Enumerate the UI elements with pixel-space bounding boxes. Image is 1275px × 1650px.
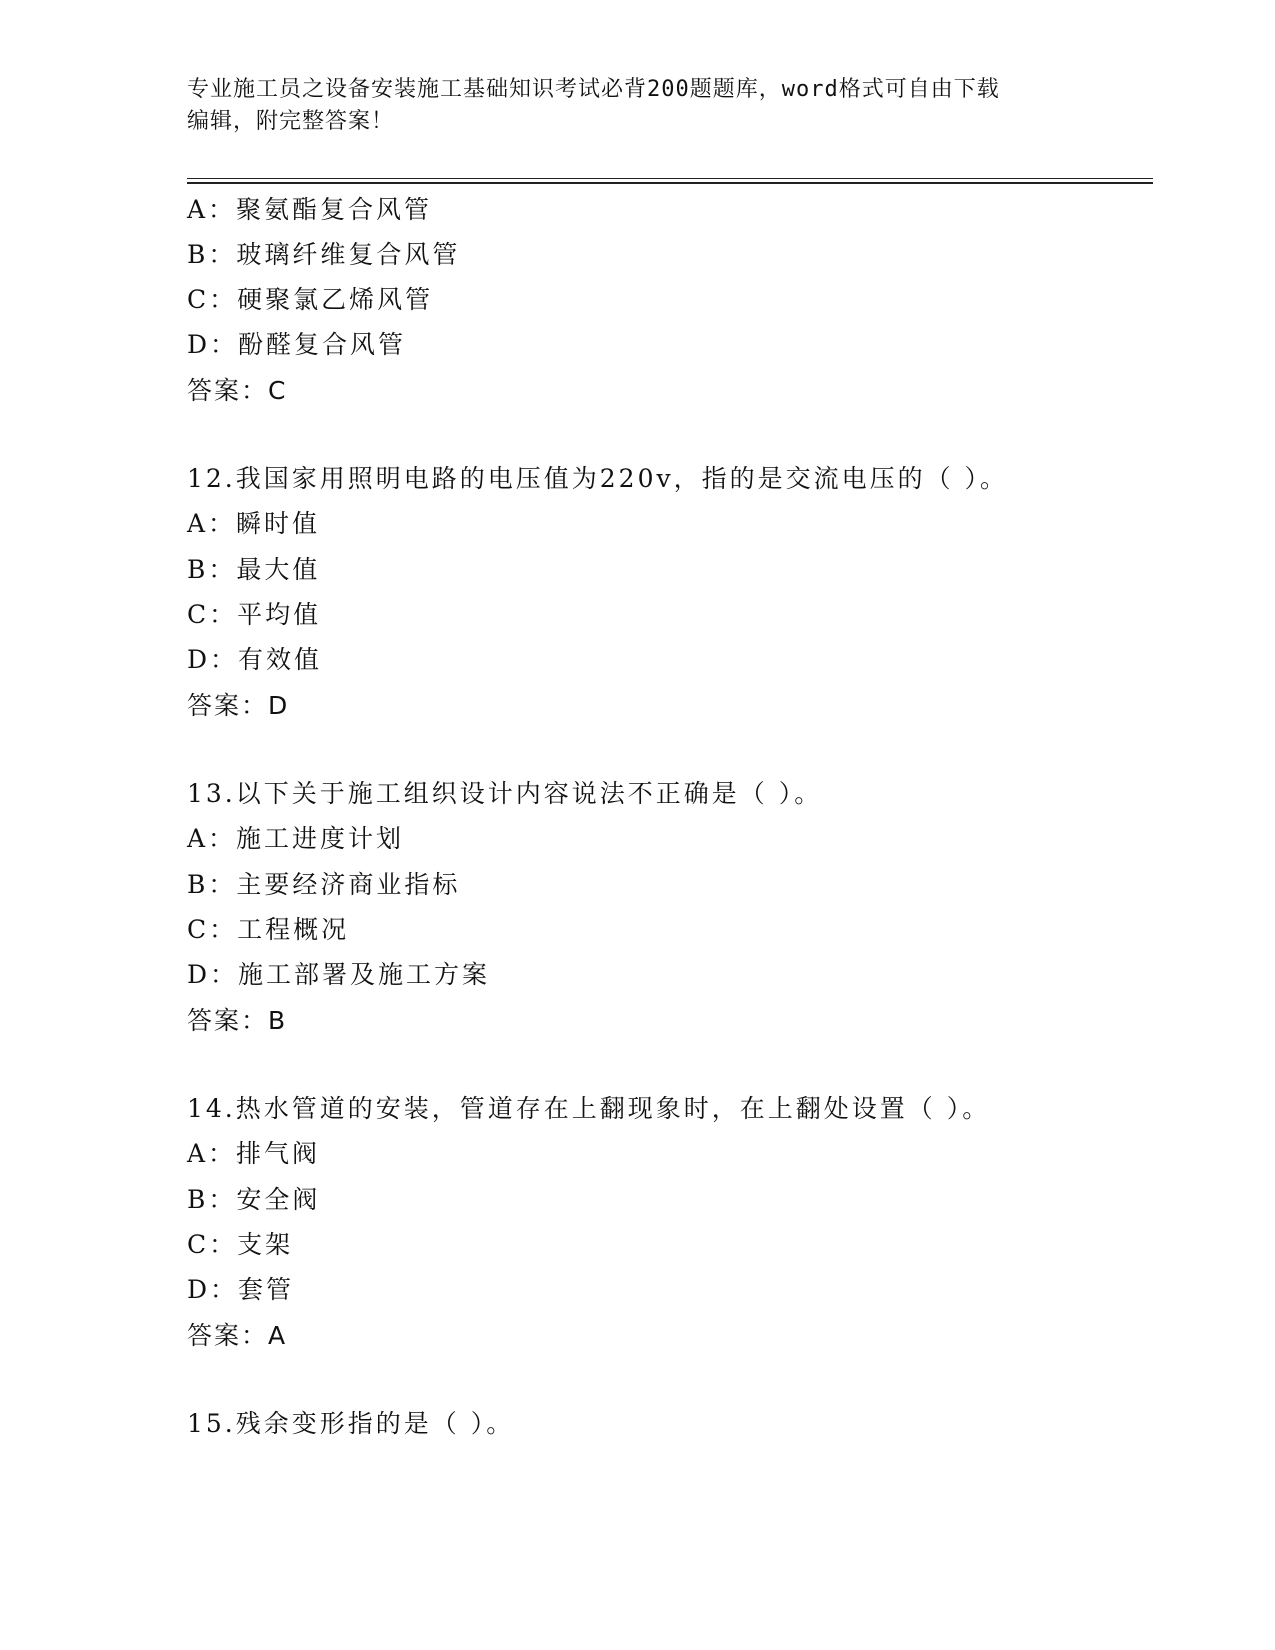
q13-option-d: D：施工部署及施工方案 (187, 960, 491, 989)
q13-question: 13.以下关于施工组织设计内容说法不正确是（ ）。 (187, 779, 823, 808)
header-title-line1: 专业施工员之设备安装施工基础知识考试必背200题题库，word格式可自由下载 (187, 77, 1000, 102)
q12-option-c: C：平均值 (187, 600, 322, 629)
q13-option-a: A：施工进度计划 (187, 824, 405, 853)
q14-option-a: A：排气阀 (187, 1139, 321, 1168)
q13-option-b: B：主要经济商业指标 (187, 870, 461, 899)
q14-answer: 答案：A (187, 1321, 288, 1350)
header-divider-thick (187, 182, 1153, 184)
document-header (187, 74, 1087, 138)
q14-question: 14.热水管道的安装，管道存在上翻现象时，在上翻处设置（ ）。 (187, 1094, 991, 1123)
q14-option-b: B：安全阀 (187, 1185, 321, 1214)
q12-option-b: B：最大值 (187, 555, 321, 584)
q15-question: 15.残余变形指的是（ ）。 (187, 1409, 515, 1438)
q12-answer: 答案：D (187, 691, 290, 720)
header-divider-thin (187, 178, 1153, 179)
q11-option-c: C：硬聚氯乙烯风管 (187, 285, 434, 314)
q12-option-a: A：瞬时值 (187, 509, 321, 538)
q13-answer: 答案：B (187, 1006, 288, 1035)
q12-option-d: D：有效值 (187, 645, 323, 674)
header-title-line2: 编辑，附完整答案！ (187, 109, 395, 134)
q11-option-b: B：玻璃纤维复合风管 (187, 240, 461, 269)
q12-question: 12.我国家用照明电路的电压值为220v，指的是交流电压的（ ）。 (187, 464, 1009, 493)
q14-option-d: D：套管 (187, 1275, 295, 1304)
q14-option-c: C：支架 (187, 1230, 294, 1259)
q13-option-c: C：工程概况 (187, 915, 350, 944)
q11-answer: 答案：C (187, 376, 288, 405)
q11-option-d: D：酚醛复合风管 (187, 330, 407, 359)
q11-option-a: A：聚氨酯复合风管 (187, 195, 433, 224)
